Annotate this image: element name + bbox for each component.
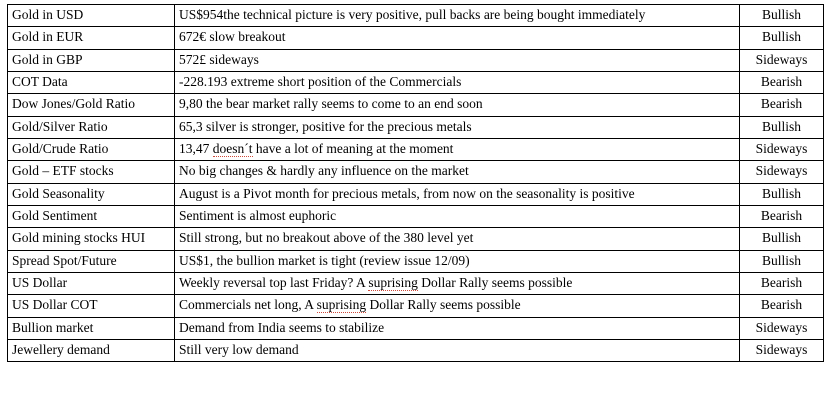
comment-text-end: have a lot of meaning at the moment [252, 140, 454, 156]
market-label-cell: Gold in USD [8, 5, 175, 27]
trend-cell: Sideways [740, 49, 824, 71]
market-comment-cell [175, 250, 740, 272]
comment-text-start: 65,3 silver is stronger, positive for the precious metals [179, 118, 472, 134]
table-row [8, 116, 824, 138]
table-row [8, 339, 824, 361]
comment-text-start: 13,47 [179, 140, 213, 156]
comment-text-start: No big changes & hardly any influence on the market [179, 163, 469, 179]
comment-text-start: US$954 [179, 7, 224, 22]
market-label-cell: COT Data [8, 71, 175, 93]
trend-cell: Bullish [740, 228, 824, 250]
trend-cell: Bullish [740, 5, 824, 27]
market-label-cell: Dow Jones/Gold Ratio [8, 94, 175, 116]
market-label-cell: Gold/Silver Ratio [8, 116, 175, 138]
market-label-cell: US Dollar COT [8, 295, 175, 317]
table-row [8, 183, 824, 205]
market-label-cell: Gold mining stocks HUI [8, 228, 175, 250]
market-comment-cell [175, 161, 740, 183]
spellcheck-underlined-word: suprising [368, 274, 418, 290]
comment-text-end: Dollar Rally seems possible [366, 297, 521, 313]
trend-cell: Sideways [740, 138, 824, 160]
comment-text-start: Demand from India seems to stabilize [179, 319, 385, 335]
market-label-cell: Gold/Crude Ratio [8, 138, 175, 160]
trend-cell: Sideways [740, 317, 824, 339]
comment-text-start: 9,80 the bear market rally seems to come to an end soon [179, 96, 483, 112]
market-comment-cell [175, 339, 740, 361]
table-row [8, 317, 824, 339]
comment-text-start: Still very low demand [179, 341, 299, 357]
comment-text-start: -228.193 extreme short position of the Commercials [179, 73, 462, 89]
market-comment-cell [175, 27, 740, 49]
comment-text-start: Still strong, but no breakout above of the 380 level yet [179, 230, 474, 246]
table-row [8, 5, 824, 27]
market-label-cell: US Dollar [8, 272, 175, 294]
market-comment-cell [175, 205, 740, 227]
table-row [8, 250, 824, 272]
trend-cell: Bearish [740, 205, 824, 227]
market-comment-cell [175, 183, 740, 205]
table-row [8, 205, 824, 227]
comment-text-start: 572£ sideways [179, 51, 259, 67]
market-comment-cell [175, 317, 740, 339]
market-comment-cell [175, 295, 740, 317]
market-overview-table [7, 4, 824, 362]
comment-text-start: 672€ slow breakout [179, 29, 286, 45]
market-comment-cell [175, 71, 740, 93]
trend-cell: Bearish [740, 295, 824, 317]
table-row [8, 295, 824, 317]
market-label-cell: Gold in EUR [8, 27, 175, 49]
table-row [8, 272, 824, 294]
table-row [8, 49, 824, 71]
table-row [8, 94, 824, 116]
spellcheck-underlined-word: doesn´t [212, 140, 253, 156]
market-label-cell: Gold Sentiment [8, 205, 175, 227]
comment-text-start: US$1, the bullion market is tight (review issue 12/09) [179, 252, 470, 268]
trend-cell: Bearish [740, 272, 824, 294]
trend-cell: Bullish [740, 183, 824, 205]
market-label-cell: Jewellery demand [8, 339, 175, 361]
spellcheck-underlined-word: suprising [316, 297, 367, 313]
market-label-cell: Spread Spot/Future [8, 250, 175, 272]
market-comment-cell [175, 49, 740, 71]
comment-text-start: Sentiment is almost euphoric [179, 207, 337, 223]
comment-text-end: Dollar Rally seems possible [417, 274, 573, 290]
market-comment-cell [175, 138, 740, 160]
table-row [8, 138, 824, 160]
table-row [8, 71, 824, 93]
trend-cell: Bearish [740, 71, 824, 93]
trend-cell: Bullish [740, 116, 824, 138]
table-body [8, 5, 824, 362]
market-label-cell: Gold – ETF stocks [8, 161, 175, 183]
trend-cell: Bearish [740, 94, 824, 116]
comment-text-start: August is a Pivot month for precious metals, from now on the seasonality is positive [179, 185, 635, 201]
market-label-cell: Gold in GBP [8, 49, 175, 71]
market-comment-cell [175, 272, 740, 294]
comment-text-start: Weekly reversal top last Friday? A [179, 274, 369, 290]
trend-cell: Bullish [740, 250, 824, 272]
trend-cell: Sideways [740, 161, 824, 183]
market-comment-cell [175, 94, 740, 116]
table-row [8, 27, 824, 49]
comment-text-start: Commercials net long, A [179, 297, 317, 313]
table-row [8, 228, 824, 250]
trend-cell: Bullish [740, 27, 824, 49]
market-comment-cell [175, 228, 740, 250]
market-label-cell: Bullion market [8, 317, 175, 339]
market-comment-cell [175, 116, 740, 138]
trend-cell: Sideways [740, 339, 824, 361]
market-label-cell: Gold Seasonality [8, 183, 175, 205]
table-row [8, 161, 824, 183]
market-comment-cell [175, 5, 740, 27]
comment-text-end: the technical picture is very positive, pull backs are being bought immediately [223, 7, 646, 22]
